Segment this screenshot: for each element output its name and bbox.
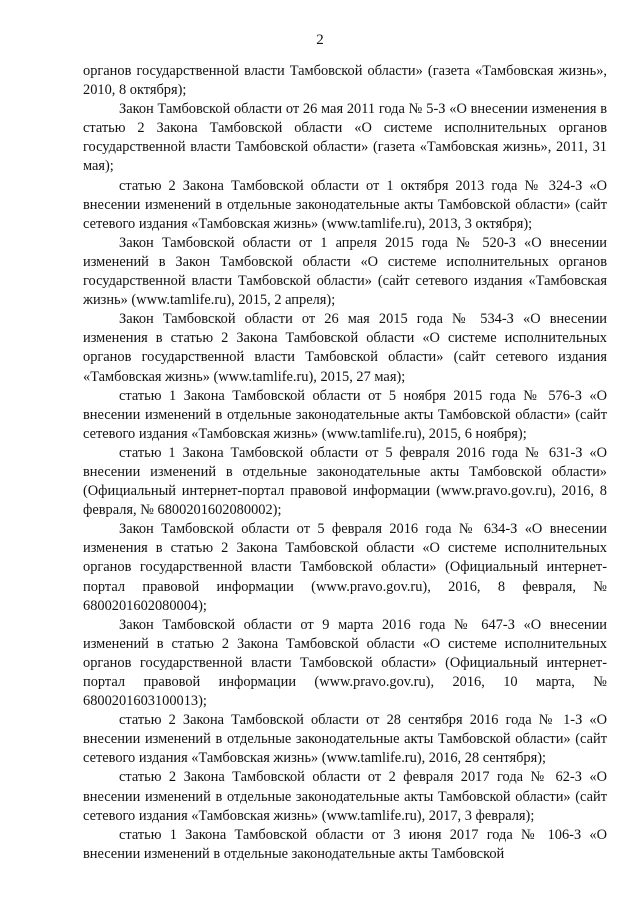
paragraph-continuation: органов государственной власти Тамбовской области» (газета «Тамбовская жизнь», 2010, 8 октября); <box>83 63 607 99</box>
paragraph-law-2015-520z: Закон Тамбовской области от 1 апреля 2015 года № 520-З «О внесении изменений в Закон Тамбовской области «О системе исполнительных органов государственной власти Тамбовской области» (сайт сетевого издания «Тамбовская жизнь» (www.tamlife.ru), 2015, 2 апреля); <box>83 234 607 309</box>
paragraph-law-2011-5z: Закон Тамбовской области от 26 мая 2011 года № 5-З «О внесении изменения в статью 2 Закона Тамбовской области «О системе исполнительных органов государственной власти Тамбовской области» (газета «Тамбовская жизнь», 2011, 31 мая); <box>83 101 607 175</box>
paragraph-law-2016-647z: Закон Тамбовской области от 9 марта 2016 года № 647-З «О внесении изменений в статью 2 Закона Тамбовской области «О системе исполнительных органов государственной власти Тамбовской области» (Официальный интернет-портал правовой информации (www.pravo.gov.ru), 2016, 10 марта, № 6800201603100013); <box>83 616 607 710</box>
paragraph-law-2016-1z: статью 2 Закона Тамбовской области от 28 сентября 2016 года № 1-З «О внесении изменений в отдельные законодательные акты Тамбовской области» (сайт сетевого издания «Тамбовская жизнь» (www.tamlife.ru), 2016, 28 сентября); <box>83 712 607 767</box>
document-body <box>83 62 607 864</box>
paragraph-law-2017-106z: статью 1 Закона Тамбовской области от 3 июня 2017 года № 106-З «О внесении изменений в отдельные законодательные акты Тамбовской <box>83 826 607 862</box>
page-number: 2 <box>316 32 324 48</box>
paragraph-law-2015-534z: Закон Тамбовской области от 26 мая 2015 года № 534-З «О внесении изменения в статью 2 Закона Тамбовской области «О системе исполнительных органов государственной власти Тамбовской области» (сайт сетевого издания «Тамбовская жизнь» (www.tamlife.ru), 2015, 27 мая); <box>83 311 607 385</box>
paragraph-law-2017-62z: статью 2 Закона Тамбовской области от 2 февраля 2017 года № 62-З «О внесении изменений в отдельные законодательные акты Тамбовской области» (сайт сетевого издания «Тамбовская жизнь» (www.tamlife.ru), 2017, 3 февраля); <box>83 769 607 824</box>
paragraph-law-2016-634z: Закон Тамбовской области от 5 февраля 2016 года № 634-З «О внесении изменения в статью 2 Закона Тамбовской области «О системе исполнительных органов государственной власти Тамбовской области» (Официальный интернет-портал правовой информации (www.pravo.gov.ru), 2016, 8 февраля, № 6800201602080004); <box>83 521 607 614</box>
paragraph-law-2016-631z: статью 1 Закона Тамбовской области от 5 февраля 2016 года № 631-З «О внесении изменений в отдельные законодательные акты Тамбовской области» (Официальный интернет-портал правовой информации (www.pravo.gov.ru), 2016, 8 февраля, № 6800201602080002); <box>83 444 607 519</box>
paragraph-law-2015-576z: статью 1 Закона Тамбовской области от 5 ноября 2015 года № 576-З «О внесении изменений в отдельные законодательные акты Тамбовской области» (сайт сетевого издания «Тамбовская жизнь» (www.tamlife.ru), 2015, 6 ноября); <box>83 387 607 442</box>
paragraph-law-2013-324z: статью 2 Закона Тамбовской области от 1 октября 2013 года № 324-З «О внесении изменений в отдельные законодательные акты Тамбовской области» (сайт сетевого издания «Тамбовская жизнь» (www.tamlife.ru), 2013, 3 октября); <box>83 177 607 232</box>
